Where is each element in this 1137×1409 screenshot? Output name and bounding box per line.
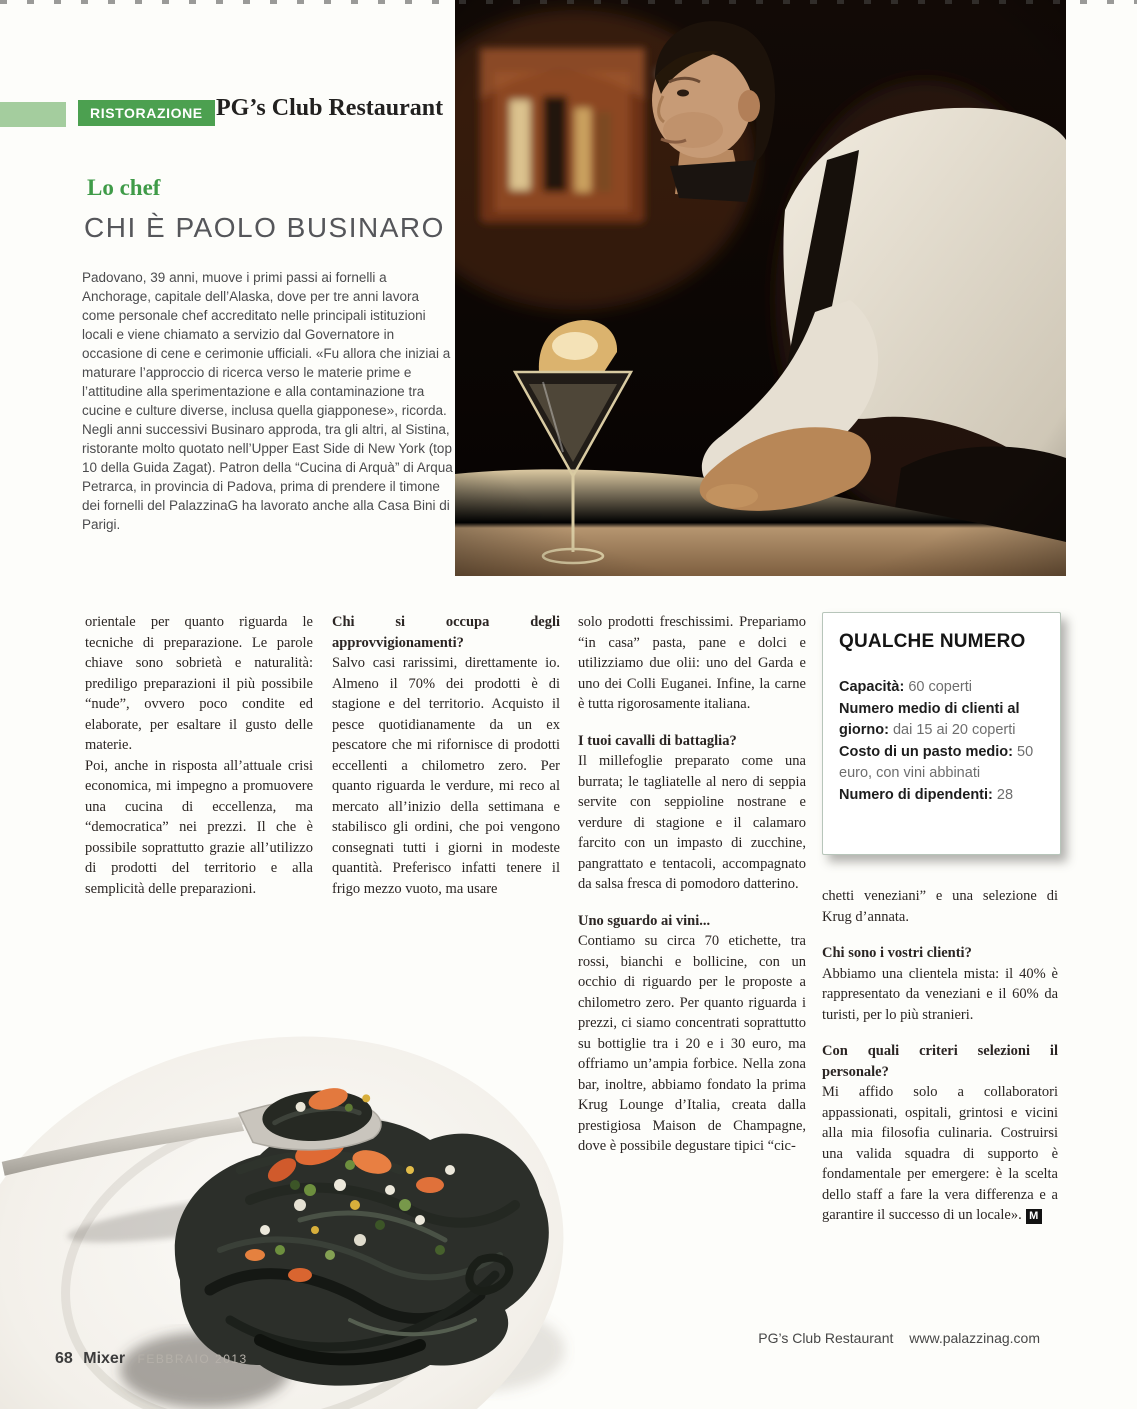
credit-url: www.palazzinag.com <box>909 1330 1040 1346</box>
item-label: Numero medio di clienti al giorno: <box>839 700 1020 738</box>
paragraph: Il millefoglie preparato come una burrata; le tagliatelle al nero di seppia servite con seppioline nostrane e verdure di stagione e il calamaro farcito con un impasto di zucchine, pangrattato e tentacoli, accompagnato da salsa fresca di pomodoro datterino. <box>578 753 806 892</box>
footer-left <box>55 1350 248 1368</box>
kicker: Lo chef <box>87 175 161 200</box>
paragraph: Poi, anche in risposta all’attuale crisi economica, mi impegno a promuovere una cucina di eccellenza, ma “democratica” nei prezzi. Il che è possibile soprattutto grazie all’utilizzo di prodotti del territorio e alla semplicità delle preparazioni. <box>85 757 313 897</box>
headline: CHI È PAOLO BUSINARO <box>84 212 445 243</box>
paragraph-text: Mi affido solo a collaboratori appassionati, ospitali, grintosi e vicini alla mia filosofia culinaria. Costruirsi una valida squadra di supporto è fondamentale per emergere: è la scelta dello staff a fare la vera differenza e a garantire il successo di un locale». <box>822 1084 1058 1223</box>
crop-marks <box>0 0 1137 4</box>
category-badge: RISTORAZIONE <box>78 100 215 126</box>
item-label: Numero di dipendenti: <box>839 786 993 803</box>
question-heading: I tuoi cavalli di battaglia? <box>578 732 737 749</box>
paragraph: solo prodotti freschissimi. Prepariamo “in casa” pasta, pane e dolci e utilizziamo due olii: uno del Garda e uno dei Colli Euganei. Infine, la carne è tutta rigorosamente italiana. <box>578 614 806 712</box>
article-column-3 <box>578 612 806 1157</box>
intro-paragraph: Padovano, 39 anni, muove i primi passi ai fornelli a Anchorage, capitale dell’Alaska, dove per tre anni lavora come personale chef accreditato nelle principali istituzioni locali e viene chiamato a servizio dal Governatore in occasione di cene e cerimonie ufficiali. «Fu allora che iniziai a maturare l’approccio di ricerca verso le materie prime e l’attitudine alla sperimentazione e alla contaminazione tra cucine e culture diverse, inclusa quella giapponese», ricorda. Negli anni successivi Businaro approda, tra gli altri, al Sistina, ristorante molto quotato nell’Upper East Side di New York (top 10 della Guida Zagat). Patron della “Cucina di Arquà” di Arqua Petrarca, in provincia di Padova, prima di prendere il timone dei fornelli del PalazzinaG ha lavorato anche alla Casa Bini di Parigi. <box>82 270 453 532</box>
paragraph <box>822 1082 1058 1226</box>
article-column-4 <box>822 886 1058 1226</box>
numbers-box-item <box>839 742 1044 785</box>
article-column-2 <box>332 612 560 899</box>
numbers-box-item <box>839 785 1044 807</box>
question-heading: Con quali criteri selezioni il personale? <box>822 1043 1058 1080</box>
category-strip <box>0 102 66 127</box>
page-number: 68 <box>55 1350 73 1367</box>
paragraph: Abbiamo una clientela mista: il 40% è rappresentato da veneziani e il 60% da turisti, per lo più stranieri. <box>822 965 1058 1023</box>
paragraph: Contiamo su circa 70 etichette, tra rossi, bianchi e bollicine, con un occhio di riguardo per le proposte a chilometro zero. Per quanto riguarda i prezzi, ci siamo concentrati soprattutto su bottiglie tra i 20 e i 30 euro, ma offriamo un’ampia forbice. Nella zona bar, inoltre, abbiamo fondato la prima Krug Lounge d’Italia, creata dalla prestigiosa Maison de Champagne, dove è possibile degustare tipici “cic- <box>578 933 806 1154</box>
issue-date: FEBBRAIO 2013 <box>137 1352 248 1366</box>
item-value: 50 euro, con vini abbinati <box>839 743 1034 781</box>
chef-photo <box>455 0 1066 576</box>
item-value: 60 coperti <box>908 679 972 695</box>
item-value: 28 <box>996 786 1014 803</box>
paragraph: orientale per quanto riguarda le tecniche di preparazione. Le parole chiave sono sobrietà e naturalità: prediligo preparazioni il più possibile “nude”, ovvero poco condite ed elaborate, per esaltare il gusto delle materie. <box>85 614 313 753</box>
article-column-1 <box>85 612 313 899</box>
credit-name: PG’s Club Restaurant <box>758 1330 894 1346</box>
question-heading: Uno sguardo ai vini... <box>578 912 711 929</box>
numbers-box-item <box>839 699 1044 742</box>
numbers-box-item <box>839 677 1044 699</box>
magazine-name: Mixer <box>83 1350 126 1367</box>
item-label: Capacità: <box>839 679 905 695</box>
paragraph: Salvo casi rarissimi, direttamente io. Almeno il 70% dei prodotti è di stagione e del territorio. Acquisto il pesce quotidianamente da un ex pescatore che mi rifornisce di prodotti eccellenti a chilometro zero. Per quanto riguarda le verdure, mi reco al mercato all’inizio della settimana e stabilisco gli ordini, che poi vengono consegnati tutti i giorni in modeste quantità. Preferisco infatti tenere il frigo mezzo vuoto, ma usare <box>332 655 560 897</box>
numbers-box-title: QUALCHE NUMERO <box>839 631 1026 652</box>
question-heading: Chi si occupa degli approvvigionamenti? <box>332 614 560 651</box>
item-value: dai 15 ai 20 coperti <box>892 722 1016 738</box>
footer-credit <box>700 1330 1040 1346</box>
page-title: PG’s Club Restaurant <box>216 95 444 121</box>
end-of-article-mark: M <box>1026 1209 1042 1224</box>
numbers-box <box>822 612 1061 855</box>
item-label: Costo di un pasto medio: <box>839 743 1013 760</box>
paragraph: chetti veneziani” e una selezione di Krug d’annata. <box>822 888 1058 925</box>
question-heading: Chi sono i vostri clienti? <box>822 945 972 961</box>
